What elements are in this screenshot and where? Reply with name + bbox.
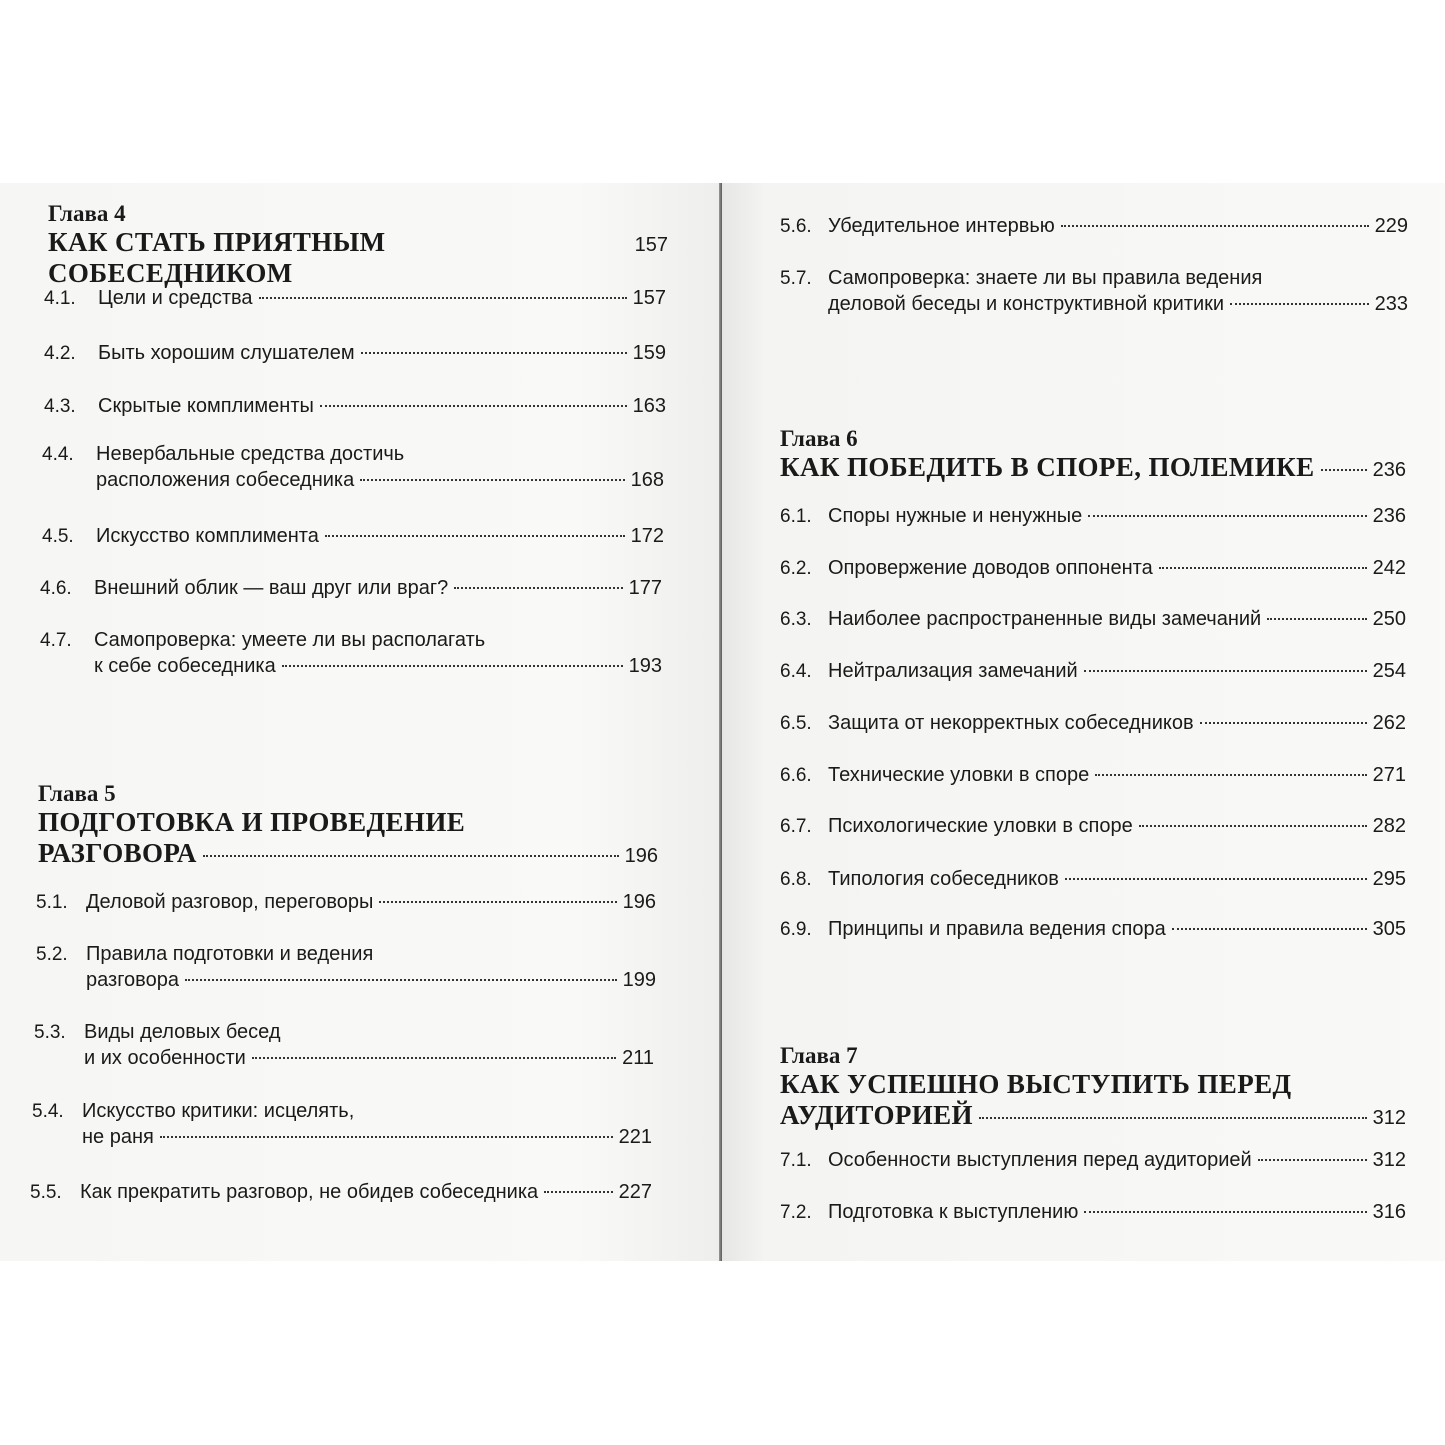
dot-leader [160,1136,613,1138]
toc-entry-4-2 [44,340,666,366]
page-number: 157 [632,287,666,309]
chapter-label: Глава 7 [780,1043,858,1068]
chapter-5-heading [38,781,658,869]
dot-leader [1267,618,1366,620]
entry-title-line1: Самопроверка: умеете ли вы располагать [94,629,486,651]
toc-entry-6-2 [780,555,1406,581]
entry-number: 4.7. [40,630,72,651]
toc-entry-6-3 [780,606,1406,632]
dot-leader [203,855,619,857]
entry-title: Подготовка к выступлению [828,1201,1079,1223]
page-number: 233 [1374,293,1408,315]
dot-leader [544,1191,612,1193]
entry-title: Внешний облик — ваш друг или враг? [94,577,449,599]
dot-leader [325,535,625,537]
page-number: 163 [632,395,666,417]
entry-title-line1: Правила подготовки и ведения [86,943,374,965]
entry-title: Технические уловки в споре [828,764,1090,786]
entry-title: Убедительное интервью [828,215,1055,237]
dot-leader [361,352,627,354]
page-number: 242 [1372,557,1406,579]
entry-number: 5.7. [780,268,812,289]
toc-entry-6-6 [780,762,1406,788]
chapter-title: РАЗГОВОРА [38,838,197,868]
dot-leader [379,901,616,903]
dot-leader [1061,225,1369,227]
page-number: 159 [632,342,666,364]
entry-number: 6.3. [780,609,812,630]
page-number: 199 [622,969,656,991]
dot-leader [259,297,627,299]
entry-title: Скрытые комплименты [98,395,314,417]
entry-title: Споры нужные и ненужные [828,505,1083,527]
dot-leader [1139,825,1367,827]
page-number: 312 [1372,1107,1406,1129]
entry-number: 4.1. [44,288,76,309]
dot-leader [979,1117,1367,1119]
entry-title: Психологические уловки в споре [828,815,1133,837]
page-number: 305 [1372,918,1406,940]
entry-title-line1: Виды деловых бесед [84,1021,281,1043]
dot-leader [360,479,624,481]
entry-title: Быть хорошим слушателем [98,342,355,364]
entry-title: Защита от некорректных собеседников [828,712,1194,734]
chapter-title-line1: ПОДГОТОВКА И ПРОВЕДЕНИЕ [38,807,466,837]
entry-title: не раня [82,1126,154,1148]
entry-number: 6.5. [780,713,812,734]
entry-title: Цели и средства [98,287,253,309]
entry-number: 5.3. [34,1022,66,1043]
toc-entry-6-1 [780,503,1406,529]
toc-entry-5-5 [30,1179,652,1205]
chapter-title: АУДИТОРИЕЙ [780,1100,973,1130]
dot-leader [1172,928,1367,930]
entry-number: 4.4. [42,444,74,465]
page-number: 250 [1372,608,1406,630]
page-number: 312 [1372,1149,1406,1171]
entry-number: 4.5. [42,526,74,547]
entry-number: 5.4. [32,1101,64,1122]
dot-leader [1084,1211,1366,1213]
entry-number: 4.6. [40,578,72,599]
dot-leader [1065,878,1367,880]
dot-leader [1084,670,1367,672]
entry-number: 4.3. [44,396,76,417]
page-number: 177 [628,577,662,599]
entry-number: 6.6. [780,765,812,786]
entry-title: Искусство комплимента [96,525,319,547]
dot-leader [252,1057,616,1059]
entry-number: 7.2. [780,1202,812,1223]
dot-leader [282,665,623,667]
toc-entry-7-2 [780,1199,1406,1225]
page-number: 295 [1372,868,1406,890]
chapter-title-row [780,1100,1406,1131]
entry-title: и их особенности [84,1047,246,1069]
entry-title: к себе собеседника [94,655,276,677]
entry-number: 6.7. [780,816,812,837]
page-number: 196 [624,845,658,867]
chapter-label: Глава 4 [48,201,126,226]
page-number: 271 [1372,764,1406,786]
entry-number: 5.6. [780,216,812,237]
left-page [0,183,722,1261]
book-spread [0,183,1445,1261]
entry-number: 6.2. [780,558,812,579]
page-number: 172 [630,525,664,547]
page-number: 236 [1372,459,1406,481]
chapter-title-row [48,227,668,289]
entry-title-line1: Самопроверка: знаете ли вы правила ведения [828,267,1263,289]
toc-entry-6-7 [780,813,1406,839]
entry-title-line1: Искусство критики: исцелять, [82,1100,355,1122]
toc-entry-6-4 [780,658,1406,684]
page-number: 236 [1372,505,1406,527]
page-number: 196 [622,891,656,913]
dot-leader [185,979,617,981]
chapter-label: Глава 5 [38,781,116,806]
toc-entry-6-5 [780,710,1406,736]
dot-leader [1200,722,1367,724]
toc-entry-4-6 [40,575,662,601]
toc-entry-4-7 [40,627,662,679]
page-number: 262 [1372,712,1406,734]
toc-entry-5-1 [36,889,656,915]
page-number: 254 [1372,660,1406,682]
entry-title: Деловой разговор, переговоры [86,891,374,913]
chapter-title: КАК СТАТЬ ПРИЯТНЫМ СОБЕСЕДНИКОМ [48,227,386,288]
entry-title: Нейтрализация замечаний [828,660,1078,682]
page-number: 211 [622,1047,654,1069]
dot-leader [1159,567,1367,569]
toc-entry-5-3 [34,1019,654,1071]
toc-entry-6-9 [780,916,1406,942]
page-number: 282 [1372,815,1406,837]
dot-leader [1321,469,1367,471]
dot-leader [454,587,622,589]
page-number: 168 [630,469,664,491]
entry-number: 6.4. [780,661,812,682]
dot-leader [1088,515,1366,517]
dot-leader [1095,774,1366,776]
dot-leader [1258,1159,1367,1161]
entry-number: 5.1. [36,892,68,913]
toc-entry-6-8 [780,866,1406,892]
toc-entry-4-3 [44,393,666,419]
chapter-6-heading [780,426,1406,483]
dot-leader [1230,303,1369,305]
entry-number: 5.2. [36,944,68,965]
entry-title: Типология собеседников [828,868,1059,890]
entry-number: 6.8. [780,869,812,890]
toc-entry-7-1 [780,1147,1406,1173]
entry-title: Принципы и правила ведения спора [828,918,1166,940]
toc-entry-4-5 [42,523,664,549]
toc-entry-5-6 [780,213,1408,239]
entry-title: Особенности выступления перед аудиторией [828,1149,1252,1171]
right-page [722,183,1445,1261]
entry-title: Наиболее распространенные виды замечаний [828,608,1262,630]
chapter-title-row [780,452,1406,483]
entry-title: разговора [86,969,179,991]
toc-entry-5-4 [32,1098,652,1150]
toc-entry-4-1 [44,285,666,311]
entry-number: 6.1. [780,506,812,527]
entry-title: Опровержение доводов оппонента [828,557,1153,579]
toc-entry-5-7 [780,265,1408,317]
entry-title: деловой беседы и конструктивной критики [828,293,1225,315]
chapter-label: Глава 6 [780,426,858,451]
toc-entry-4-4 [42,441,664,493]
dot-leader [320,405,627,407]
chapter-title-row [38,838,658,869]
page-number: 227 [618,1181,652,1203]
entry-number: 5.5. [30,1182,62,1203]
page-number: 229 [1374,215,1408,237]
entry-title: расположения собеседника [96,469,355,491]
page-number: 157 [634,234,668,256]
page-number: 193 [628,655,662,677]
chapter-title-line1: КАК УСПЕШНО ВЫСТУПИТЬ ПЕРЕД [780,1069,1292,1099]
entry-title: Как прекратить разговор, не обидев собеседника [80,1181,539,1203]
toc-entry-5-2 [36,941,656,993]
chapter-7-heading [780,1043,1406,1131]
page-number: 221 [618,1126,652,1148]
entry-title-line1: Невербальные средства достичь [96,443,405,465]
chapter-title: КАК ПОБЕДИТЬ В СПОРЕ, ПОЛЕМИКЕ [780,452,1315,482]
entry-number: 4.2. [44,343,76,364]
entry-number: 6.9. [780,919,812,940]
page-number: 316 [1372,1201,1406,1223]
chapter-4-heading [48,201,668,289]
entry-number: 7.1. [780,1150,812,1171]
